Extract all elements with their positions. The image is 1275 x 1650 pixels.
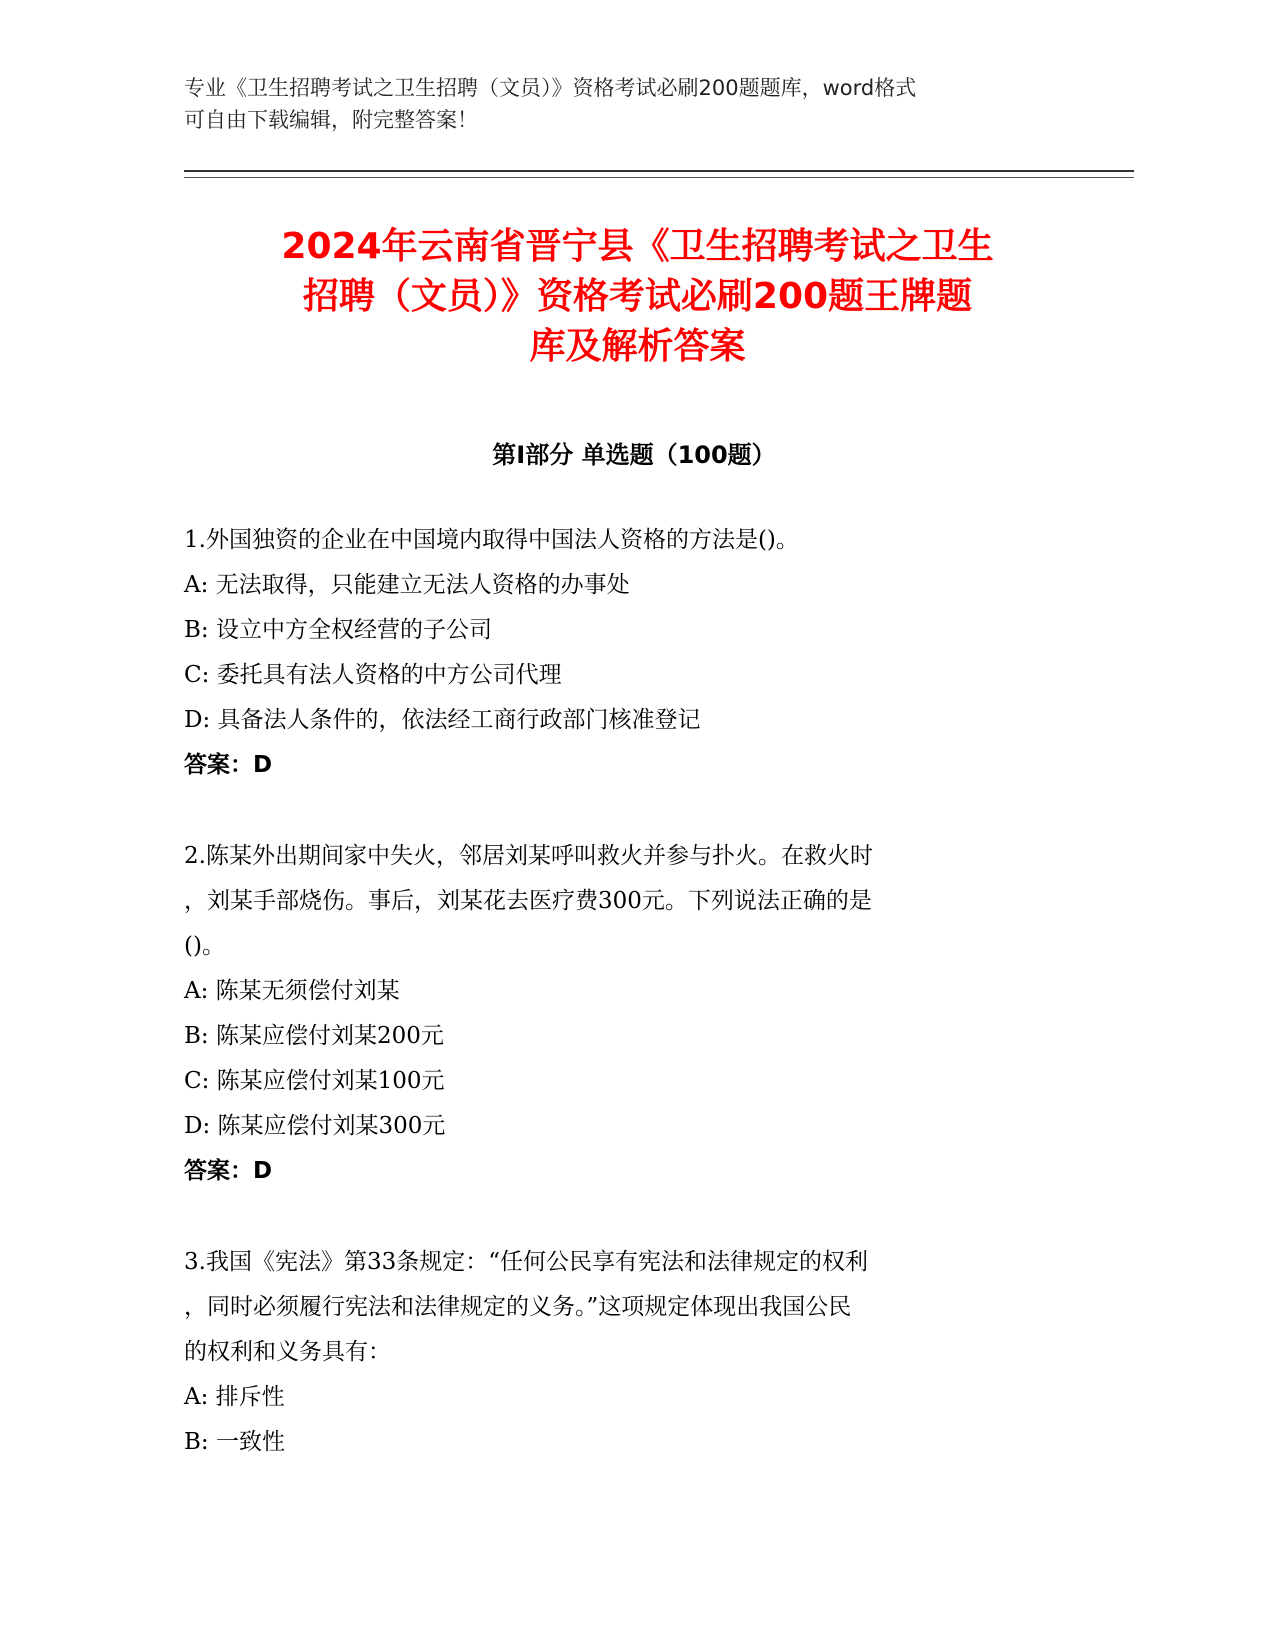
document-title-line: 2024年云南省晋宁县《卫生招聘考试之卫生 [281, 226, 994, 267]
option-d: D: 陈某应偿付刘某300元 [184, 1113, 446, 1139]
section-heading: 第I部分 单选题（100题） [492, 441, 776, 469]
question-text: 的权利和义务具有： [184, 1339, 391, 1365]
option-c: C: 陈某应偿付刘某100元 [184, 1068, 445, 1094]
header-divider-thin [184, 177, 1134, 178]
question-text: 2.陈某外出期间家中失火，邻居刘某呼叫救火并参与扑火。在救火时 [184, 843, 873, 869]
answer: 答案：D [184, 752, 273, 778]
question-1 [184, 518, 1094, 788]
question-text: 3.我国《宪法》第33条规定：“任何公民享有宪法和法律规定的权利 [184, 1249, 868, 1275]
document-title [150, 222, 1125, 372]
document-title-line: 库及解析答案 [529, 326, 746, 367]
question-3 [184, 1240, 1094, 1465]
option-d: D: 具备法人条件的，依法经工商行政部门核准登记 [184, 707, 701, 733]
option-c: C: 委托具有法人资格的中方公司代理 [184, 662, 562, 688]
header-divider-thick [184, 170, 1134, 172]
question-text: ()。 [184, 933, 225, 959]
header-notice [184, 72, 1084, 136]
header-notice-line: 可自由下载编辑，附完整答案！ [184, 108, 478, 132]
option-a: A: 无法取得，只能建立无法人资格的办事处 [184, 572, 630, 598]
question-2 [184, 834, 1094, 1194]
option-b: B: 一致性 [184, 1429, 285, 1455]
answer: 答案：D [184, 1158, 273, 1184]
option-a: A: 陈某无须偿付刘某 [184, 978, 400, 1004]
option-b: B: 陈某应偿付刘某200元 [184, 1023, 444, 1049]
document-title-line: 招聘（文员）》资格考试必刷200题王牌题 [302, 276, 973, 317]
question-list [184, 518, 1094, 1511]
question-text: ，同时必须履行宪法和法律规定的义务。”这项规定体现出我国公民 [184, 1294, 852, 1320]
header-notice-line: 专业《卫生招聘考试之卫生招聘（文员）》资格考试必刷200题题库，word格式 [184, 76, 917, 100]
option-b: B: 设立中方全权经营的子公司 [184, 617, 492, 643]
option-a: A: 排斥性 [184, 1384, 285, 1410]
question-text: ，刘某手部烧伤。事后，刘某花去医疗费300元。下列说法正确的是 [184, 888, 872, 914]
question-text: 1.外国独资的企业在中国境内取得中国法人资格的方法是()。 [184, 527, 799, 553]
